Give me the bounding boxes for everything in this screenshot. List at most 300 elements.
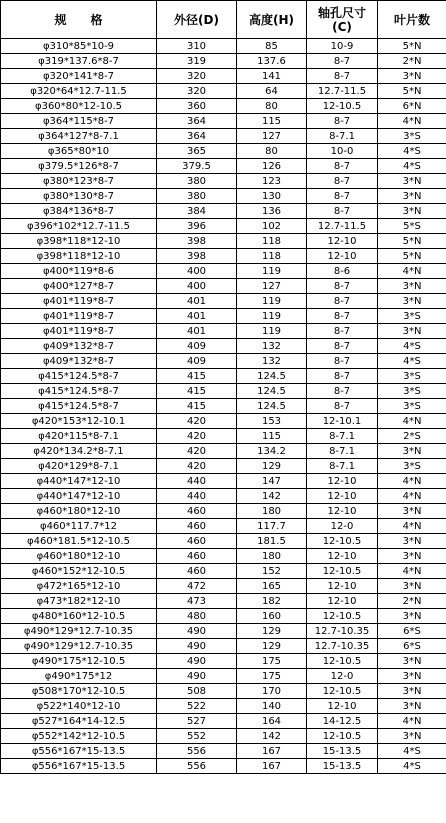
cell-outer-diameter: 420 (157, 444, 237, 459)
cell-bore-size: 14-12.5 (307, 714, 378, 729)
cell-height: 132 (237, 354, 307, 369)
table-row (1, 144, 446, 159)
cell-bore-size: 12.7-11.5 (307, 84, 378, 99)
cell-outer-diameter: 490 (157, 669, 237, 684)
table-row (1, 654, 446, 669)
cell-spec: φ401*119*8-7 (1, 294, 157, 309)
cell-bore-size: 12-10.5 (307, 609, 378, 624)
cell-blade-count: 4*N (378, 264, 446, 279)
cell-outer-diameter: 319 (157, 54, 237, 69)
cell-spec: φ415*124.5*8-7 (1, 399, 157, 414)
cell-blade-count: 4*N (378, 489, 446, 504)
cell-blade-count: 4*S (378, 354, 446, 369)
cell-bore-size: 12-10 (307, 594, 378, 609)
cell-height: 182 (237, 594, 307, 609)
cell-outer-diameter: 420 (157, 429, 237, 444)
cell-height: 141 (237, 69, 307, 84)
cell-height: 115 (237, 114, 307, 129)
cell-blade-count: 2*S (378, 429, 446, 444)
cell-outer-diameter: 490 (157, 639, 237, 654)
cell-bore-size: 12-10 (307, 579, 378, 594)
cell-height: 132 (237, 339, 307, 354)
cell-blade-count: 3*N (378, 579, 446, 594)
cell-height: 175 (237, 654, 307, 669)
header-outer-diameter: 外径(D) (157, 1, 237, 39)
cell-blade-count: 6*N (378, 99, 446, 114)
cell-height: 80 (237, 99, 307, 114)
cell-outer-diameter: 401 (157, 309, 237, 324)
table-row (1, 84, 446, 99)
table-row (1, 729, 446, 744)
cell-outer-diameter: 398 (157, 234, 237, 249)
header-bore-line1: 轴孔尺寸 (317, 5, 366, 20)
cell-height: 126 (237, 159, 307, 174)
cell-bore-size: 12-0 (307, 669, 378, 684)
cell-spec: φ420*115*8-7.1 (1, 429, 157, 444)
cell-blade-count: 4*S (378, 159, 446, 174)
table-row (1, 174, 446, 189)
cell-bore-size: 12-10.5 (307, 684, 378, 699)
table-row (1, 564, 446, 579)
cell-height: 127 (237, 279, 307, 294)
cell-outer-diameter: 415 (157, 399, 237, 414)
cell-spec: φ360*80*12-10.5 (1, 99, 157, 114)
cell-blade-count: 3*N (378, 699, 446, 714)
cell-blade-count: 4*S (378, 759, 446, 774)
cell-height: 134.2 (237, 444, 307, 459)
header-spec: 规 格 (1, 1, 157, 39)
table-row (1, 759, 446, 774)
cell-outer-diameter: 365 (157, 144, 237, 159)
cell-blade-count: 3*N (378, 189, 446, 204)
table-row (1, 219, 446, 234)
cell-blade-count: 3*N (378, 729, 446, 744)
cell-bore-size: 8-7 (307, 384, 378, 399)
cell-bore-size: 8-7 (307, 54, 378, 69)
cell-bore-size: 12-10 (307, 474, 378, 489)
cell-spec: φ473*182*12-10 (1, 594, 157, 609)
cell-bore-size: 15-13.5 (307, 759, 378, 774)
cell-bore-size: 8-7 (307, 294, 378, 309)
cell-blade-count: 3*N (378, 324, 446, 339)
cell-height: 180 (237, 549, 307, 564)
cell-blade-count: 3*N (378, 669, 446, 684)
cell-bore-size: 12-10.5 (307, 729, 378, 744)
cell-bore-size: 8-7 (307, 159, 378, 174)
cell-outer-diameter: 384 (157, 204, 237, 219)
cell-height: 164 (237, 714, 307, 729)
cell-bore-size: 8-7 (307, 399, 378, 414)
cell-height: 140 (237, 699, 307, 714)
cell-height: 180 (237, 504, 307, 519)
cell-bore-size: 12-10.5 (307, 564, 378, 579)
cell-spec: φ556*167*15-13.5 (1, 744, 157, 759)
cell-spec: φ415*124.5*8-7 (1, 384, 157, 399)
table-row (1, 294, 446, 309)
cell-spec: φ401*119*8-7 (1, 324, 157, 339)
cell-bore-size: 12-10 (307, 249, 378, 264)
header-bore-size (307, 1, 378, 39)
cell-spec: φ460*180*12-10 (1, 549, 157, 564)
cell-outer-diameter: 380 (157, 189, 237, 204)
cell-blade-count: 4*N (378, 519, 446, 534)
cell-bore-size: 8-7 (307, 369, 378, 384)
cell-outer-diameter: 401 (157, 324, 237, 339)
cell-height: 147 (237, 474, 307, 489)
cell-bore-size: 12-10 (307, 549, 378, 564)
table-row (1, 714, 446, 729)
table-row (1, 624, 446, 639)
cell-spec: φ420*153*12-10.1 (1, 414, 157, 429)
cell-outer-diameter: 556 (157, 759, 237, 774)
cell-height: 124.5 (237, 369, 307, 384)
cell-spec: φ490*129*12.7-10.35 (1, 624, 157, 639)
cell-blade-count: 4*N (378, 414, 446, 429)
table-row (1, 369, 446, 384)
cell-bore-size: 8-7 (307, 279, 378, 294)
cell-bore-size: 12-10.5 (307, 534, 378, 549)
cell-spec: φ380*130*8-7 (1, 189, 157, 204)
cell-bore-size: 12-10 (307, 504, 378, 519)
cell-outer-diameter: 522 (157, 699, 237, 714)
cell-spec: φ396*102*12.7-11.5 (1, 219, 157, 234)
cell-bore-size: 12.7-10.35 (307, 624, 378, 639)
table-row (1, 249, 446, 264)
table-row (1, 234, 446, 249)
cell-blade-count: 4*N (378, 714, 446, 729)
cell-blade-count: 3*N (378, 609, 446, 624)
table-row (1, 39, 446, 54)
cell-spec: φ460*152*12-10.5 (1, 564, 157, 579)
cell-outer-diameter: 396 (157, 219, 237, 234)
cell-bore-size: 12-10.1 (307, 414, 378, 429)
cell-blade-count: 3*S (378, 399, 446, 414)
cell-bore-size: 12-10.5 (307, 99, 378, 114)
cell-height: 167 (237, 744, 307, 759)
cell-bore-size: 12-10 (307, 699, 378, 714)
cell-blade-count: 6*S (378, 639, 446, 654)
cell-spec: φ440*147*12-10 (1, 489, 157, 504)
cell-height: 167 (237, 759, 307, 774)
cell-height: 170 (237, 684, 307, 699)
cell-bore-size: 8-7.1 (307, 444, 378, 459)
cell-outer-diameter: 490 (157, 624, 237, 639)
cell-blade-count: 2*N (378, 594, 446, 609)
cell-height: 118 (237, 234, 307, 249)
table-row (1, 399, 446, 414)
table-row (1, 324, 446, 339)
cell-blade-count: 6*S (378, 624, 446, 639)
cell-height: 165 (237, 579, 307, 594)
cell-bore-size: 8-7 (307, 69, 378, 84)
table-row (1, 474, 446, 489)
cell-spec: φ556*167*15-13.5 (1, 759, 157, 774)
cell-outer-diameter: 440 (157, 489, 237, 504)
header-height: 高度(H) (237, 1, 307, 39)
cell-bore-size: 8-7 (307, 324, 378, 339)
cell-outer-diameter: 364 (157, 129, 237, 144)
cell-spec: φ364*115*8-7 (1, 114, 157, 129)
table-row (1, 429, 446, 444)
cell-spec: φ460*117.7*12 (1, 519, 157, 534)
cell-outer-diameter: 401 (157, 294, 237, 309)
table-row (1, 549, 446, 564)
table-row (1, 519, 446, 534)
cell-outer-diameter: 460 (157, 519, 237, 534)
cell-spec: φ440*147*12-10 (1, 474, 157, 489)
cell-blade-count: 5*N (378, 234, 446, 249)
cell-blade-count: 4*N (378, 564, 446, 579)
table-row (1, 384, 446, 399)
cell-outer-diameter: 420 (157, 414, 237, 429)
cell-spec: φ527*164*14-12.5 (1, 714, 157, 729)
cell-blade-count: 4*S (378, 339, 446, 354)
cell-height: 117.7 (237, 519, 307, 534)
cell-height: 153 (237, 414, 307, 429)
cell-blade-count: 3*N (378, 204, 446, 219)
cell-outer-diameter: 420 (157, 459, 237, 474)
cell-spec: φ400*127*8-7 (1, 279, 157, 294)
cell-spec: φ460*180*12-10 (1, 504, 157, 519)
cell-blade-count: 4*S (378, 744, 446, 759)
cell-outer-diameter: 460 (157, 534, 237, 549)
table-row (1, 279, 446, 294)
table-row (1, 339, 446, 354)
cell-outer-diameter: 409 (157, 339, 237, 354)
cell-bore-size: 8-7 (307, 189, 378, 204)
cell-spec: φ522*140*12-10 (1, 699, 157, 714)
cell-spec: φ310*85*10-9 (1, 39, 157, 54)
cell-blade-count: 3*N (378, 504, 446, 519)
cell-blade-count: 3*N (378, 279, 446, 294)
cell-blade-count: 3*N (378, 684, 446, 699)
table-row (1, 609, 446, 624)
cell-bore-size: 8-7 (307, 309, 378, 324)
cell-outer-diameter: 379.5 (157, 159, 237, 174)
cell-outer-diameter: 310 (157, 39, 237, 54)
cell-blade-count: 3*N (378, 549, 446, 564)
cell-spec: φ320*64*12.7-11.5 (1, 84, 157, 99)
table-row (1, 459, 446, 474)
cell-bore-size: 8-7.1 (307, 459, 378, 474)
cell-outer-diameter: 460 (157, 504, 237, 519)
cell-height: 119 (237, 324, 307, 339)
table-row (1, 414, 446, 429)
cell-outer-diameter: 320 (157, 84, 237, 99)
cell-height: 119 (237, 309, 307, 324)
cell-blade-count: 3*S (378, 309, 446, 324)
cell-outer-diameter: 460 (157, 549, 237, 564)
cell-bore-size: 12-10.5 (307, 654, 378, 669)
cell-spec: φ320*141*8-7 (1, 69, 157, 84)
cell-outer-diameter: 480 (157, 609, 237, 624)
cell-spec: φ400*119*8-6 (1, 264, 157, 279)
cell-height: 115 (237, 429, 307, 444)
table-row (1, 639, 446, 654)
header-bore-line2: (C) (332, 19, 352, 34)
table-row (1, 309, 446, 324)
cell-outer-diameter: 360 (157, 99, 237, 114)
cell-spec: φ420*134.2*8-7.1 (1, 444, 157, 459)
cell-spec: φ460*181.5*12-10.5 (1, 534, 157, 549)
cell-outer-diameter: 364 (157, 114, 237, 129)
cell-spec: φ398*118*12-10 (1, 249, 157, 264)
table-row (1, 189, 446, 204)
table-row (1, 699, 446, 714)
table-row (1, 159, 446, 174)
cell-spec: φ508*170*12-10.5 (1, 684, 157, 699)
cell-height: 136 (237, 204, 307, 219)
table-row (1, 204, 446, 219)
table-row (1, 114, 446, 129)
cell-spec: φ398*118*12-10 (1, 234, 157, 249)
cell-bore-size: 8-7 (307, 114, 378, 129)
header-row (1, 1, 446, 39)
cell-blade-count: 3*S (378, 459, 446, 474)
cell-blade-count: 2*N (378, 54, 446, 69)
cell-bore-size: 8-7.1 (307, 429, 378, 444)
table-row (1, 504, 446, 519)
cell-outer-diameter: 415 (157, 384, 237, 399)
cell-blade-count: 3*N (378, 654, 446, 669)
cell-height: 137.6 (237, 54, 307, 69)
cell-height: 119 (237, 264, 307, 279)
cell-height: 80 (237, 144, 307, 159)
cell-blade-count: 3*S (378, 369, 446, 384)
cell-blade-count: 4*S (378, 144, 446, 159)
table-row (1, 594, 446, 609)
cell-spec: φ380*123*8-7 (1, 174, 157, 189)
cell-height: 142 (237, 489, 307, 504)
cell-height: 102 (237, 219, 307, 234)
cell-height: 85 (237, 39, 307, 54)
cell-blade-count: 5*N (378, 84, 446, 99)
cell-spec: φ490*175*12-10.5 (1, 654, 157, 669)
cell-outer-diameter: 400 (157, 279, 237, 294)
cell-outer-diameter: 400 (157, 264, 237, 279)
cell-bore-size: 12-10 (307, 489, 378, 504)
cell-outer-diameter: 440 (157, 474, 237, 489)
cell-spec: φ401*119*8-7 (1, 309, 157, 324)
cell-spec: φ319*137.6*8-7 (1, 54, 157, 69)
cell-blade-count: 3*N (378, 444, 446, 459)
cell-blade-count: 3*S (378, 129, 446, 144)
table-row (1, 579, 446, 594)
cell-bore-size: 15-13.5 (307, 744, 378, 759)
cell-bore-size: 8-7 (307, 204, 378, 219)
cell-bore-size: 8-7 (307, 174, 378, 189)
cell-spec: φ409*132*8-7 (1, 354, 157, 369)
cell-bore-size: 12-10 (307, 234, 378, 249)
table-row (1, 54, 446, 69)
cell-spec: φ365*80*10 (1, 144, 157, 159)
cell-spec: φ384*136*8-7 (1, 204, 157, 219)
cell-outer-diameter: 473 (157, 594, 237, 609)
table-row (1, 444, 446, 459)
cell-spec: φ472*165*12-10 (1, 579, 157, 594)
cell-outer-diameter: 320 (157, 69, 237, 84)
cell-bore-size: 8-7 (307, 354, 378, 369)
cell-height: 181.5 (237, 534, 307, 549)
cell-outer-diameter: 398 (157, 249, 237, 264)
cell-blade-count: 5*N (378, 39, 446, 54)
cell-outer-diameter: 472 (157, 579, 237, 594)
cell-bore-size: 10-9 (307, 39, 378, 54)
cell-bore-size: 8-7 (307, 339, 378, 354)
table-row (1, 99, 446, 114)
cell-bore-size: 12.7-11.5 (307, 219, 378, 234)
cell-bore-size: 12.7-10.35 (307, 639, 378, 654)
table-row (1, 684, 446, 699)
cell-blade-count: 3*N (378, 69, 446, 84)
cell-outer-diameter: 552 (157, 729, 237, 744)
table-row (1, 264, 446, 279)
cell-spec: φ420*129*8-7.1 (1, 459, 157, 474)
cell-outer-diameter: 415 (157, 369, 237, 384)
cell-blade-count: 5*N (378, 249, 446, 264)
cell-bore-size: 12-0 (307, 519, 378, 534)
cell-spec: φ379.5*126*8-7 (1, 159, 157, 174)
cell-height: 152 (237, 564, 307, 579)
cell-spec: φ409*132*8-7 (1, 339, 157, 354)
cell-height: 160 (237, 609, 307, 624)
cell-spec: φ480*160*12-10.5 (1, 609, 157, 624)
cell-bore-size: 8-7.1 (307, 129, 378, 144)
cell-height: 130 (237, 189, 307, 204)
cell-outer-diameter: 460 (157, 564, 237, 579)
cell-spec: φ364*127*8-7.1 (1, 129, 157, 144)
cell-outer-diameter: 508 (157, 684, 237, 699)
cell-bore-size: 8-6 (307, 264, 378, 279)
cell-blade-count: 3*N (378, 534, 446, 549)
table-row (1, 744, 446, 759)
table-row (1, 669, 446, 684)
table-row (1, 534, 446, 549)
cell-outer-diameter: 556 (157, 744, 237, 759)
cell-height: 118 (237, 249, 307, 264)
cell-spec: φ415*124.5*8-7 (1, 369, 157, 384)
cell-height: 124.5 (237, 384, 307, 399)
cell-blade-count: 3*S (378, 384, 446, 399)
table-row (1, 354, 446, 369)
table-row (1, 489, 446, 504)
cell-blade-count: 3*N (378, 294, 446, 309)
cell-height: 129 (237, 639, 307, 654)
cell-height: 124.5 (237, 399, 307, 414)
header-blade-count: 叶片数 (378, 1, 446, 39)
cell-outer-diameter: 380 (157, 174, 237, 189)
cell-blade-count: 4*N (378, 114, 446, 129)
cell-outer-diameter: 527 (157, 714, 237, 729)
cell-height: 127 (237, 129, 307, 144)
cell-height: 123 (237, 174, 307, 189)
table-row (1, 69, 446, 84)
cell-height: 129 (237, 459, 307, 474)
cell-blade-count: 4*N (378, 474, 446, 489)
cell-bore-size: 10-0 (307, 144, 378, 159)
cell-height: 129 (237, 624, 307, 639)
cell-spec: φ552*142*12-10.5 (1, 729, 157, 744)
cell-height: 64 (237, 84, 307, 99)
cell-height: 142 (237, 729, 307, 744)
table-row (1, 129, 446, 144)
cell-height: 175 (237, 669, 307, 684)
cell-blade-count: 5*S (378, 219, 446, 234)
cell-spec: φ490*129*12.7-10.35 (1, 639, 157, 654)
cell-spec: φ490*175*12 (1, 669, 157, 684)
cell-outer-diameter: 490 (157, 654, 237, 669)
cell-blade-count: 3*N (378, 174, 446, 189)
